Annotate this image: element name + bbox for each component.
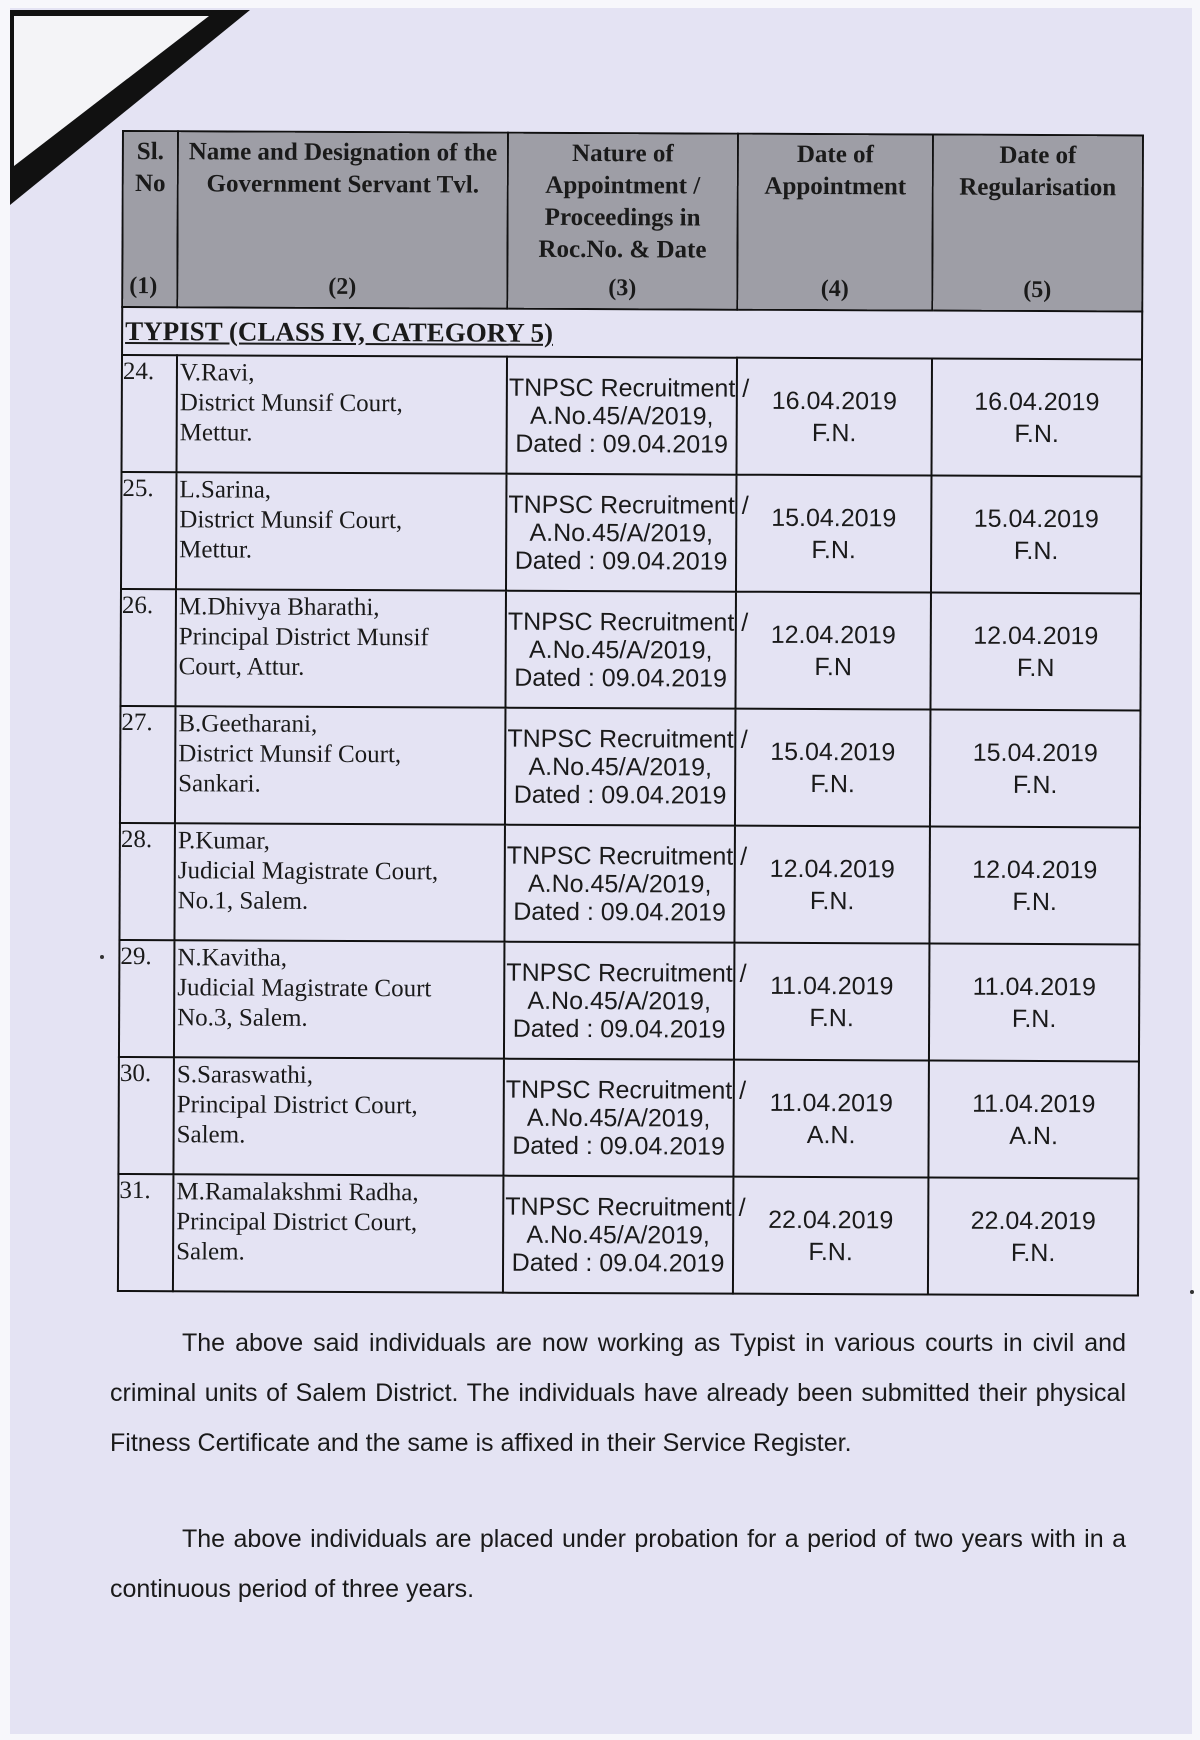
- name-designation: [175, 589, 506, 707]
- serial-number: 27.: [120, 706, 176, 823]
- date-of-regularisation: [930, 593, 1141, 711]
- date-of-regularisation-line: 22.04.2019: [970, 1206, 1096, 1235]
- date-of-regularisation-line: 11.04.2019: [972, 1089, 1096, 1118]
- date-of-regularisation-line: F.N.: [1012, 770, 1058, 799]
- name-designation: [177, 355, 508, 473]
- date-of-appointment: [734, 943, 930, 1061]
- table-header-row: [122, 131, 1143, 311]
- serial-number: 31.: [118, 1174, 174, 1291]
- date-of-appointment-line: F.N.: [808, 1237, 853, 1266]
- table-row: [120, 706, 1141, 827]
- date-of-regularisation: [930, 710, 1141, 828]
- name-designation: [174, 940, 505, 1058]
- serial-number: 25.: [121, 472, 177, 589]
- name-designation-line: Court, Attur.: [178, 653, 305, 681]
- nature-of-appointment-line: Dated : 09.04.2019: [515, 429, 729, 459]
- date-of-regularisation: [929, 944, 1140, 1062]
- serial-number: 26.: [120, 589, 176, 706]
- date-of-regularisation: [928, 1061, 1139, 1179]
- date-of-regularisation-line: A.N.: [1009, 1121, 1058, 1150]
- appointment-table: [117, 130, 1144, 1296]
- nature-of-appointment: [505, 591, 749, 709]
- nature-of-appointment-line: TNPSC Recruitment /: [505, 1192, 746, 1222]
- date-of-appointment-line: 22.04.2019: [768, 1205, 894, 1234]
- date-of-appointment: [733, 1060, 929, 1178]
- header-name-designation: Name and Designation of the Government Servant Tvl. (2): [177, 131, 508, 308]
- date-of-appointment-line: 11.04.2019: [770, 971, 894, 1000]
- date-of-regularisation-line: F.N.: [1012, 887, 1057, 916]
- scan-speck: [100, 955, 104, 959]
- date-of-appointment-line: 16.04.2019: [771, 386, 897, 415]
- name-designation-line: Judicial Magistrate Court: [177, 974, 432, 1003]
- name-designation: [174, 823, 505, 941]
- table-row: [118, 1174, 1139, 1295]
- name-designation: [173, 1057, 504, 1175]
- date-of-regularisation: [928, 1178, 1139, 1296]
- date-of-regularisation-line: 16.04.2019: [974, 387, 1100, 416]
- date-of-regularisation-line: 11.04.2019: [972, 972, 1096, 1001]
- nature-of-appointment-line: TNPSC Recruitment /: [507, 724, 748, 754]
- date-of-appointment-line: 15.04.2019: [771, 503, 897, 532]
- scan-speck: [1190, 1290, 1194, 1294]
- nature-of-appointment-line: TNPSC Recruitment /: [508, 490, 749, 520]
- nature-of-appointment-line: Dated : 09.04.2019: [512, 1014, 726, 1044]
- name-designation: [176, 472, 507, 590]
- name-designation-line: P.Kumar,: [177, 827, 271, 855]
- nature-of-appointment-line: TNPSC Recruitment /: [508, 373, 750, 403]
- date-of-appointment-line: F.N.: [809, 1003, 854, 1032]
- nature-of-appointment: [503, 1059, 747, 1177]
- table-row: [119, 823, 1140, 944]
- name-designation-line: No.3, Salem.: [177, 1004, 308, 1032]
- date-of-regularisation-line: 15.04.2019: [972, 738, 1098, 767]
- nature-of-appointment-line: A.No.45/A/2019,: [527, 986, 712, 1016]
- nature-of-appointment: [507, 357, 750, 475]
- nature-of-appointment-line: Dated : 09.04.2019: [511, 1248, 725, 1278]
- date-of-appointment-line: F.N.: [811, 535, 856, 564]
- nature-of-appointment-line: A.No.45/A/2019,: [529, 518, 714, 548]
- date-of-appointment: [735, 592, 931, 710]
- table-row: [118, 1057, 1139, 1178]
- name-designation-line: Mettur.: [179, 536, 253, 564]
- nature-of-appointment: [503, 1176, 746, 1294]
- name-designation-line: M.Dhivya Bharathi,: [178, 593, 380, 622]
- name-designation-line: Principal District Court,: [176, 1091, 418, 1120]
- name-designation-line: District Munsif Court,: [179, 506, 403, 535]
- header-date-of-appointment: Date of Appointment (4): [737, 134, 933, 311]
- nature-of-appointment-line: TNPSC Recruitment /: [505, 1075, 747, 1105]
- name-designation-line: N.Kavitha,: [177, 944, 288, 972]
- name-designation-line: Salem.: [176, 1121, 246, 1149]
- table-row: [122, 355, 1143, 476]
- date-of-appointment-line: F.N: [814, 652, 852, 681]
- nature-of-appointment-line: A.No.45/A/2019,: [528, 752, 713, 782]
- table-row: [120, 589, 1141, 710]
- date-of-regularisation-line: F.N.: [1011, 1004, 1057, 1033]
- date-of-appointment-line: A.N.: [806, 1120, 856, 1149]
- date-of-regularisation-line: F.N: [1016, 653, 1055, 682]
- table-row: [121, 472, 1142, 593]
- date-of-regularisation-line: F.N.: [1013, 536, 1059, 565]
- nature-of-appointment-line: A.No.45/A/2019,: [529, 401, 714, 431]
- serial-number: 24.: [122, 355, 178, 472]
- header-date-of-regularisation: Date of Regularisation (5): [932, 135, 1143, 312]
- date-of-appointment: [734, 826, 930, 944]
- date-of-appointment-line: 15.04.2019: [770, 737, 896, 766]
- section-title: TYPIST (CLASS IV, CATEGORY 5): [122, 307, 1142, 359]
- nature-of-appointment-line: A.No.45/A/2019,: [528, 635, 713, 665]
- nature-of-appointment-line: A.No.45/A/2019,: [526, 1220, 710, 1250]
- name-designation-line: Salem.: [176, 1238, 245, 1266]
- header-sl-no: Sl. No (1): [122, 131, 178, 307]
- date-of-regularisation-line: 12.04.2019: [972, 855, 1098, 884]
- date-of-appointment: [737, 358, 933, 476]
- name-designation-line: Principal District Court,: [176, 1208, 418, 1237]
- name-designation-line: District Munsif Court,: [179, 389, 403, 418]
- name-designation-line: Sankari.: [178, 770, 261, 798]
- paragraph-1: The above said individuals are now working as Typist in various courts in civil and criminal units of Salem District. The individuals have already been submitted their physical Fitness Certificate and the same is affixed in their Service Register.: [110, 1329, 1126, 1457]
- name-designation: [175, 706, 506, 824]
- name-designation-line: B.Geetharani,: [178, 710, 318, 738]
- date-of-appointment-line: 11.04.2019: [769, 1088, 893, 1117]
- paragraph-2: The above individuals are placed under probation for a period of two years with in a continuous period of three years.: [110, 1525, 1126, 1603]
- name-designation-line: S.Saraswathi,: [176, 1061, 314, 1089]
- date-of-appointment-line: 12.04.2019: [770, 620, 896, 649]
- nature-of-appointment-line: TNPSC Recruitment /: [507, 607, 749, 637]
- name-designation-line: District Munsif Court,: [178, 740, 402, 769]
- nature-of-appointment: [504, 942, 747, 1060]
- serial-number: 30.: [118, 1057, 174, 1174]
- serial-number: 29.: [119, 940, 175, 1057]
- name-designation-line: Mettur.: [179, 419, 253, 447]
- name-designation-line: V.Ravi,: [179, 359, 255, 387]
- name-designation: [173, 1174, 504, 1292]
- date-of-regularisation: [931, 476, 1142, 594]
- nature-of-appointment-line: A.No.45/A/2019,: [526, 1103, 711, 1133]
- nature-of-appointment-line: Dated : 09.04.2019: [512, 1131, 725, 1161]
- date-of-appointment: [733, 1177, 929, 1295]
- nature-of-appointment-line: Dated : 09.04.2019: [513, 897, 726, 927]
- name-designation-line: Judicial Magistrate Court,: [177, 857, 439, 886]
- name-designation-line: Principal District Munsif: [178, 623, 429, 652]
- nature-of-appointment-line: TNPSC Recruitment /: [506, 958, 747, 988]
- table-row: [119, 940, 1140, 1061]
- date-of-regularisation: [932, 359, 1143, 477]
- nature-of-appointment: [505, 708, 748, 826]
- name-designation-line: M.Ramalakshmi Radha,: [176, 1178, 419, 1207]
- date-of-regularisation-line: F.N.: [1010, 1238, 1056, 1267]
- nature-of-appointment-line: TNPSC Recruitment /: [506, 841, 748, 871]
- name-designation-line: L.Sarina,: [179, 476, 272, 504]
- header-nature-of-appointment: Nature of Appointment / Proceedings in Roc.No. & Date (3): [507, 133, 738, 310]
- nature-of-appointment-line: A.No.45/A/2019,: [527, 869, 712, 899]
- date-of-appointment-line: 12.04.2019: [769, 854, 895, 883]
- date-of-regularisation: [929, 827, 1140, 945]
- date-of-appointment-line: F.N.: [810, 769, 855, 798]
- date-of-appointment: [735, 709, 931, 827]
- nature-of-appointment-line: Dated : 09.04.2019: [514, 546, 728, 576]
- date-of-appointment: [736, 475, 932, 593]
- date-of-appointment-line: F.N.: [809, 886, 855, 915]
- serial-number: 28.: [119, 823, 175, 940]
- nature-of-appointment-line: Dated : 09.04.2019: [514, 663, 728, 693]
- date-of-regularisation-line: 15.04.2019: [973, 504, 1099, 533]
- name-designation-line: No.1, Salem.: [177, 887, 309, 915]
- nature-of-appointment: [506, 474, 749, 592]
- nature-of-appointment: [504, 825, 748, 943]
- section-row: [122, 307, 1142, 359]
- date-of-regularisation-line: 12.04.2019: [973, 621, 1099, 650]
- nature-of-appointment-line: Dated : 09.04.2019: [513, 780, 727, 810]
- date-of-appointment-line: F.N.: [811, 418, 857, 447]
- date-of-regularisation-line: F.N.: [1014, 419, 1059, 448]
